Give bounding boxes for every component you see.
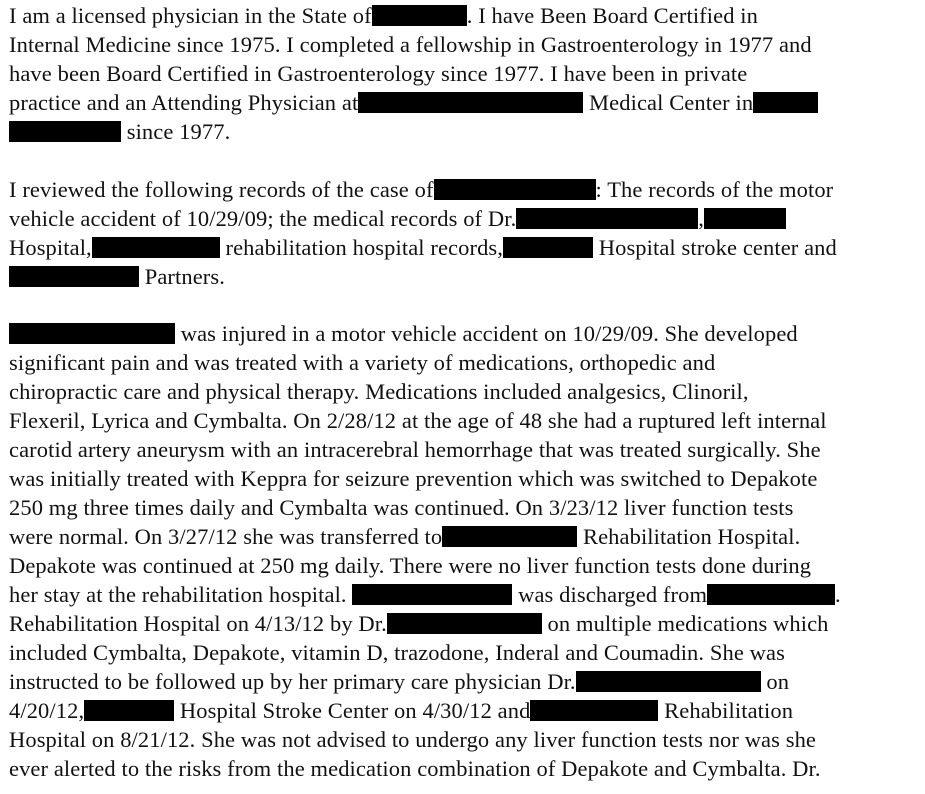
redaction-bar bbox=[530, 700, 658, 721]
text-line bbox=[9, 407, 827, 435]
redaction-bar bbox=[753, 92, 818, 113]
text-segment: Hospital Stroke Center on 4/30/12 and bbox=[174, 698, 531, 723]
redaction-bar bbox=[9, 266, 139, 287]
text-segment: included Cymbalta, Depakote, vitamin D, trazodone, Inderal and Coumadin. She was bbox=[9, 640, 785, 665]
redaction-bar bbox=[9, 121, 121, 142]
text-line bbox=[9, 668, 789, 696]
redaction-bar bbox=[442, 526, 577, 547]
text-segment: ever alerted to the risks from the medication combination of Depakote and Cymbalta. Dr. bbox=[9, 756, 821, 781]
text-segment: was injured in a motor vehicle accident on 10/29/09. She developed bbox=[175, 321, 798, 346]
text-segment: rehabilitation hospital records, bbox=[219, 235, 504, 260]
text-segment: Flexeril, Lyrica and Cymbalta. On 2/28/12 at the age of 48 she had a ruptured left internal bbox=[9, 408, 827, 433]
text-segment: have been Board Certified in Gastroenterology since 1977. I have been in private bbox=[9, 61, 748, 86]
text-segment: on multiple medications which bbox=[541, 611, 829, 636]
text-line bbox=[9, 523, 800, 551]
text-line bbox=[9, 89, 818, 117]
redaction-bar bbox=[9, 323, 175, 344]
redaction-bar bbox=[434, 179, 596, 200]
text-line bbox=[9, 581, 841, 609]
text-segment: were normal. On 3/27/12 she was transferred to bbox=[9, 524, 443, 549]
text-segment: chiropractic care and physical therapy. Medications included analgesics, Clinoril, bbox=[9, 379, 749, 404]
text-line bbox=[9, 726, 816, 754]
redaction-bar bbox=[516, 208, 698, 229]
redaction-bar bbox=[84, 700, 174, 721]
text-segment: Hospital, bbox=[9, 235, 92, 260]
text-segment: practice and an Attending Physician at bbox=[9, 90, 359, 115]
text-line bbox=[9, 234, 837, 262]
text-segment: significant pain and was treated with a variety of medications, orthopedic and bbox=[9, 350, 716, 375]
redaction-bar bbox=[352, 584, 512, 605]
text-line bbox=[9, 263, 225, 291]
text-segment: I reviewed the following records of the case of bbox=[9, 177, 434, 202]
text-segment: vehicle accident of 10/29/09; the medical records of Dr. bbox=[9, 206, 517, 231]
text-line bbox=[9, 60, 747, 88]
text-line bbox=[9, 610, 829, 638]
text-segment: Rehabilitation bbox=[658, 698, 794, 723]
redaction-bar bbox=[576, 671, 761, 692]
text-segment: was discharged from bbox=[512, 582, 708, 607]
redaction-bar bbox=[387, 613, 542, 634]
text-segment: Rehabilitation Hospital. bbox=[577, 524, 801, 549]
text-segment: Depakote was continued at 250 mg daily. There were no liver function tests done during bbox=[9, 553, 812, 578]
text-line bbox=[9, 755, 821, 783]
redaction-bar bbox=[358, 92, 583, 113]
text-segment: Rehabilitation Hospital on 4/13/12 by Dr. bbox=[9, 611, 387, 636]
text-segment: was initially treated with Keppra for seizure prevention which was switched to Depakote bbox=[9, 466, 818, 491]
text-segment: carotid artery aneurysm with an intracerebral hemorrhage that was treated surgically. She bbox=[9, 437, 821, 462]
text-segment: I am a licensed physician in the State of bbox=[9, 3, 372, 28]
text-segment: 250 mg three times daily and Cymbalta was continued. On 3/23/12 liver function tests bbox=[9, 495, 794, 520]
text-segment: 4/20/12, bbox=[9, 698, 85, 723]
text-segment: . I have Been Board Certified in bbox=[466, 3, 758, 28]
text-segment: : The records of the motor bbox=[595, 177, 834, 202]
redaction-bar bbox=[707, 584, 835, 605]
text-segment: , bbox=[698, 206, 705, 231]
text-line bbox=[9, 639, 785, 667]
text-segment: Hospital stroke center and bbox=[593, 235, 837, 260]
text-line bbox=[9, 205, 786, 233]
text-segment: Hospital on 8/21/12. She was not advised to undergo any liver function tests nor was she bbox=[9, 727, 817, 752]
text-line bbox=[9, 349, 715, 377]
text-line bbox=[9, 494, 794, 522]
text-line bbox=[9, 436, 821, 464]
redaction-bar bbox=[372, 5, 467, 26]
text-line bbox=[9, 2, 758, 30]
text-line bbox=[9, 176, 833, 204]
text-segment: on bbox=[760, 669, 790, 694]
redaction-bar bbox=[704, 208, 786, 229]
text-segment: since 1977. bbox=[121, 119, 231, 144]
text-segment: Medical Center in bbox=[583, 90, 754, 115]
text-line bbox=[9, 697, 793, 725]
text-segment: Internal Medicine since 1975. I completed a fellowship in Gastroenterology in 1977 and bbox=[9, 32, 812, 57]
text-line bbox=[9, 118, 230, 146]
text-segment: Partners. bbox=[139, 264, 225, 289]
text-segment: . bbox=[835, 582, 841, 607]
text-line bbox=[9, 320, 798, 348]
text-line bbox=[9, 378, 749, 406]
text-line bbox=[9, 31, 812, 59]
redaction-bar bbox=[92, 237, 220, 258]
redaction-bar bbox=[503, 237, 593, 258]
text-segment: her stay at the rehabilitation hospital. bbox=[9, 582, 353, 607]
text-segment: instructed to be followed up by her primary care physician Dr. bbox=[9, 669, 576, 694]
text-line bbox=[9, 552, 811, 580]
text-line bbox=[9, 465, 817, 493]
